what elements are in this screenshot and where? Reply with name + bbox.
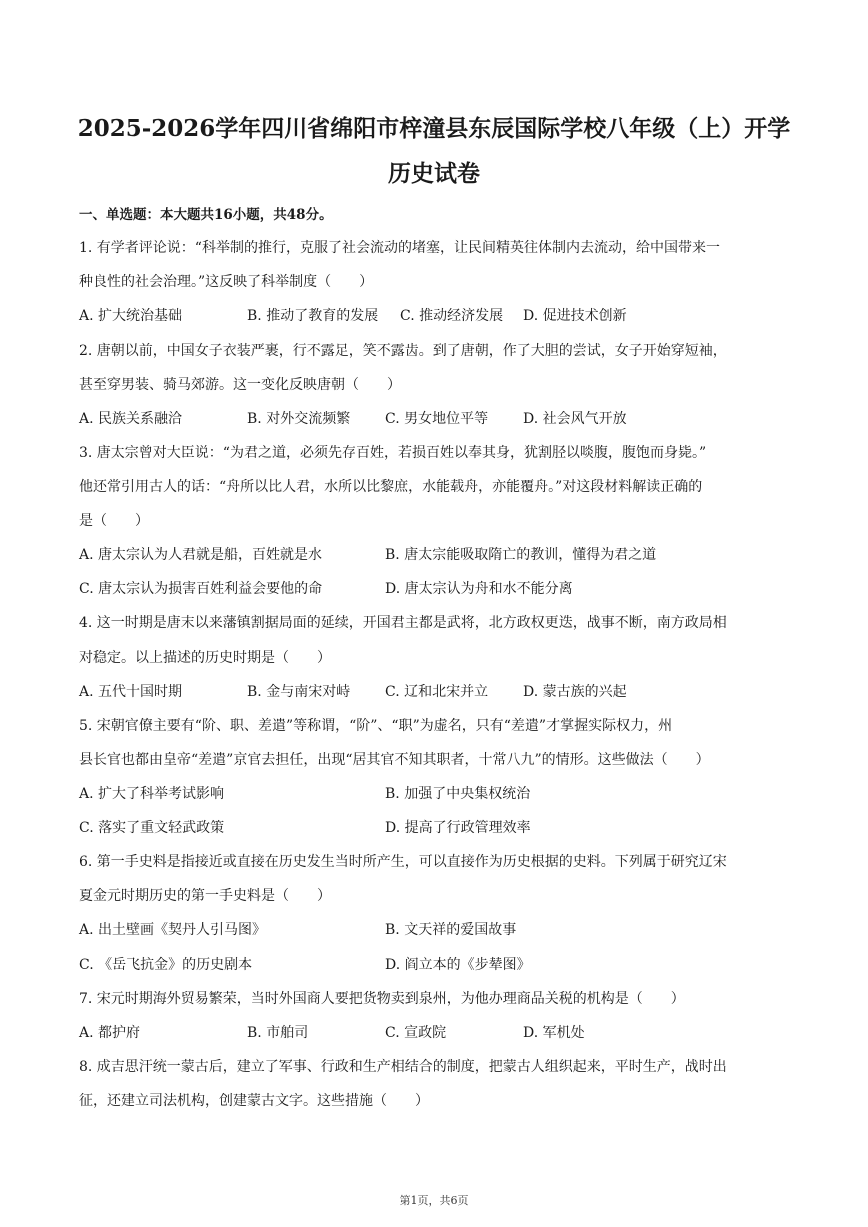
question-6-option-c: C. 《岳飞抗金》的历史剧本 xyxy=(79,957,253,973)
question-5-option-a: A. 扩大了科举考试影响 xyxy=(79,786,225,802)
question-7-option-c: C. 宣政院 xyxy=(385,1025,447,1041)
question-5-option-d: D. 提高了行政管理效率 xyxy=(385,820,531,836)
question-2-line-1: 2. 唐朝以前，中国女子衣装严裹，行不露足，笑不露齿。到了唐朝，作了大胆的尝试，女子开始穿短袖， xyxy=(79,343,727,359)
question-5-option-b: B. 加强了中央集权统治 xyxy=(385,786,531,802)
question-2-option-c: C. 男女地位平等 xyxy=(385,411,489,427)
question-1-line-1: 1. 有学者评论说：“科举制的推行，克服了社会流动的堵塞，让民间精英往体制内去流动，给中国带来一 xyxy=(79,240,720,256)
question-8-line-2: 征，还建立司法机构，创建蒙古文字。这些措施（ ） xyxy=(79,1093,429,1109)
question-7-option-d: D. 军机处 xyxy=(523,1025,585,1041)
question-4-option-b: B. 金与南宋对峙 xyxy=(247,684,351,700)
exam-title-line2: 历史试卷 xyxy=(388,160,480,187)
question-7-line-1: 7. 宋元时期海外贸易繁荣，当时外国商人要把货物卖到泉州，为他办理商品关税的机构是（ ） xyxy=(79,991,685,1007)
question-6-option-d: D. 阎立本的《步辇图》 xyxy=(385,957,531,973)
question-6-option-b: B. 文天祥的爱国故事 xyxy=(385,922,517,938)
question-1-option-d: D. 促进技术创新 xyxy=(523,308,627,324)
question-4-option-a: A. 五代十国时期 xyxy=(79,684,183,700)
section-heading: 一、单选题：本大题共16小题，共48分。 xyxy=(79,207,333,223)
question-3-option-c: C. 唐太宗认为损害百姓利益会要他的命 xyxy=(79,581,323,597)
question-2-option-b: B. 对外交流频繁 xyxy=(247,411,351,427)
question-6-line-2: 夏金元时期历史的第一手史料是（ ） xyxy=(79,888,331,904)
question-3-option-a: A. 唐太宗认为人君就是船，百姓就是水 xyxy=(79,547,323,563)
question-4-option-c: C. 辽和北宋并立 xyxy=(385,684,489,700)
question-2-option-a: A. 民族关系融洽 xyxy=(79,411,183,427)
question-4-line-2: 对稳定。以上描述的历史时期是（ ） xyxy=(79,650,331,666)
question-1-option-a: A. 扩大统治基础 xyxy=(79,308,183,324)
question-6-line-1: 6. 第一手史料是指接近或直接在历史发生当时所产生，可以直接作为历史根据的史料。下列属于研究辽宋 xyxy=(79,854,727,870)
question-1-option-b: B. 推动了教育的发展 xyxy=(247,308,379,324)
question-4-line-1: 4. 这一时期是唐末以来藩镇割据局面的延续，开国君主都是武将，北方政权更迭，战事不断，南方政局相 xyxy=(79,615,727,631)
question-3-option-d: D. 唐太宗认为舟和水不能分离 xyxy=(385,581,573,597)
question-2-option-d: D. 社会风气开放 xyxy=(523,411,627,427)
question-6-option-a: A. 出土壁画《契丹人引马图》 xyxy=(79,922,267,938)
question-3-line-1: 3. 唐太宗曾对大臣说：“为君之道，必须先存百姓，若损百姓以奉其身，犹割胫以啖腹，腹饱而身毙。” xyxy=(79,445,707,461)
question-3-line-2: 他还常引用古人的话：“舟所以比人君，水所以比黎庶，水能载舟，亦能覆舟。”对这段材料解读正确的 xyxy=(79,479,703,495)
question-5-line-1: 5. 宋朝官僚主要有“阶、职、差遣”等称谓，“阶”、“职”为虚名，只有“差遣”才掌握实际权力，州 xyxy=(79,718,673,734)
question-5-line-2: 县长官也都由皇帝“差遣”京官去担任，出现“居其官不知其职者，十常八九”的情形。这些做法（ ） xyxy=(79,752,710,768)
question-3-option-b: B. 唐太宗能吸取隋亡的教训，懂得为君之道 xyxy=(385,547,657,563)
exam-title-line1: 2025-2026学年四川省绵阳市梓潼县东辰国际学校八年级（上）开学 xyxy=(77,115,791,142)
question-3-line-3: 是（ ） xyxy=(79,513,149,529)
question-7-option-a: A. 都护府 xyxy=(79,1025,141,1041)
question-7-option-b: B. 市舶司 xyxy=(247,1025,309,1041)
question-1-option-c: C. 推动经济发展 xyxy=(400,308,504,324)
question-5-option-c: C. 落实了重文轻武政策 xyxy=(79,820,225,836)
question-1-line-2: 种良性的社会治理。”这反映了科举制度（ ） xyxy=(79,274,374,290)
question-8-line-1: 8. 成吉思汗统一蒙古后，建立了军事、行政和生产相结合的制度，把蒙古人组织起来，平时生产，战时出 xyxy=(79,1059,727,1075)
page-footer: 第1页，共6页 xyxy=(399,1194,469,1207)
question-2-line-2: 甚至穿男装、骑马郊游。这一变化反映唐朝（ ） xyxy=(79,377,401,393)
question-4-option-d: D. 蒙古族的兴起 xyxy=(523,684,627,700)
